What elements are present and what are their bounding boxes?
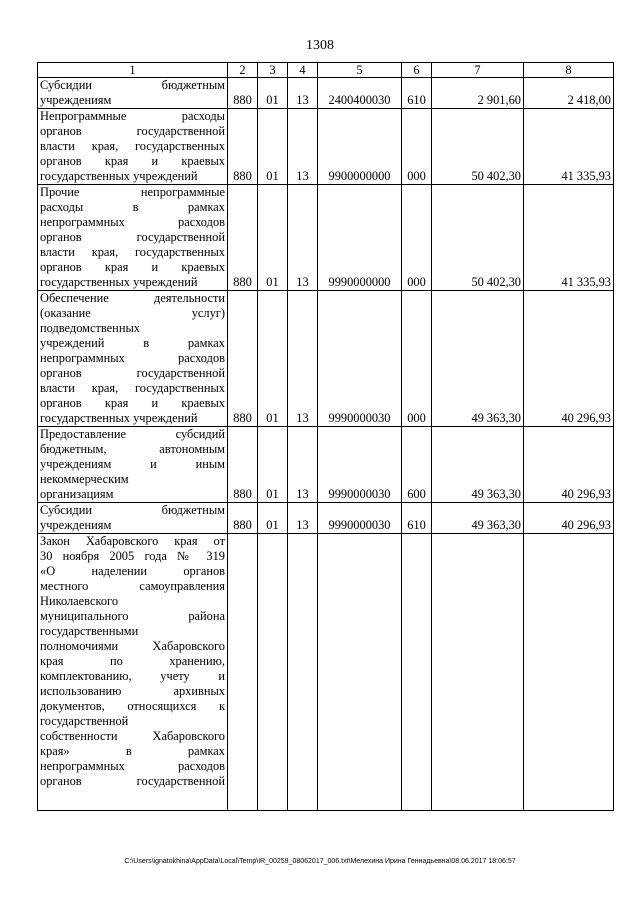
description-line: учреждений в рамках bbox=[40, 336, 225, 350]
subsection-cell: 13 bbox=[288, 503, 318, 534]
header-cell: 4 bbox=[288, 63, 318, 78]
description-line: государственных учреждений bbox=[40, 275, 198, 289]
subsection-cell: 13 bbox=[288, 427, 318, 503]
description-line: комплектованию, учету и bbox=[40, 669, 225, 683]
description-line: полномочиями Хабаровского bbox=[40, 639, 225, 653]
description-line: расходы в рамках bbox=[40, 200, 225, 214]
description-line: учреждениям bbox=[40, 518, 112, 532]
budget-table bbox=[37, 62, 614, 811]
description-line: органов государственной bbox=[40, 366, 225, 380]
subsection-cell: 13 bbox=[288, 185, 318, 291]
row-description bbox=[38, 109, 228, 185]
table-row bbox=[38, 109, 614, 185]
description-line: государственными bbox=[40, 624, 139, 638]
description-line: органов государственной bbox=[40, 774, 225, 788]
target-article-cell: 9990000030 bbox=[318, 427, 402, 503]
empty-cell bbox=[288, 534, 318, 811]
table-row bbox=[38, 185, 614, 291]
header-row bbox=[38, 63, 614, 78]
description-line: Предоставление субсидий bbox=[40, 427, 225, 441]
header-cell: 2 bbox=[228, 63, 258, 78]
target-article-cell: 9990000030 bbox=[318, 503, 402, 534]
row-description bbox=[38, 534, 228, 811]
row-description bbox=[38, 185, 228, 291]
header-cell: 1 bbox=[38, 63, 228, 78]
header-cell: 3 bbox=[258, 63, 288, 78]
description-line: Закон Хабаровского края от bbox=[40, 534, 225, 548]
description-line: подведомственных bbox=[40, 321, 140, 335]
empty-cell bbox=[228, 534, 258, 811]
executed-amount-cell: 41 335,93 bbox=[524, 185, 614, 291]
subsection-cell: 13 bbox=[288, 109, 318, 185]
expense-type-cell: 600 bbox=[402, 427, 432, 503]
planned-amount-cell: 49 363,30 bbox=[432, 427, 524, 503]
empty-cell bbox=[524, 534, 614, 811]
row-description bbox=[38, 291, 228, 427]
target-article-cell: 2400400030 bbox=[318, 78, 402, 109]
executed-amount-cell: 40 296,93 bbox=[524, 427, 614, 503]
section-cell: 01 bbox=[258, 185, 288, 291]
executed-amount-cell: 41 335,93 bbox=[524, 109, 614, 185]
table-body bbox=[38, 78, 614, 811]
description-line: документов, относящихся к bbox=[40, 699, 225, 713]
table-row bbox=[38, 78, 614, 109]
target-article-cell: 9900000000 bbox=[318, 109, 402, 185]
description-line: Непрограммные расходы bbox=[40, 109, 225, 123]
description-line: власти края, государственных bbox=[40, 381, 225, 395]
admin-code-cell: 880 bbox=[228, 185, 258, 291]
section-cell: 01 bbox=[258, 109, 288, 185]
description-line: Субсидии бюджетным bbox=[40, 503, 225, 517]
description-line: органов государственной bbox=[40, 124, 225, 138]
row-description bbox=[38, 78, 228, 109]
admin-code-cell: 880 bbox=[228, 503, 258, 534]
planned-amount-cell: 2 901,60 bbox=[432, 78, 524, 109]
header-cell: 5 bbox=[318, 63, 402, 78]
description-line: Субсидии бюджетным bbox=[40, 78, 225, 92]
table-row bbox=[38, 427, 614, 503]
table-row-continued bbox=[38, 534, 614, 811]
empty-cell bbox=[258, 534, 288, 811]
description-line: власти края, государственных bbox=[40, 245, 225, 259]
empty-cell bbox=[402, 534, 432, 811]
description-line: края по хранению, bbox=[40, 654, 225, 668]
description-line: непрограммных расходов bbox=[40, 215, 225, 229]
description-line: муниципального района bbox=[40, 609, 225, 623]
empty-cell bbox=[318, 534, 402, 811]
footer-path: C:\Users\ignatokhina\AppData\Local\Temp\IR_00259_08062017_006.txt\Мелехина Ирина Геннадьевна\08.06.2017 18:06:57 bbox=[124, 858, 516, 865]
description-line: органов государственной bbox=[40, 230, 225, 244]
description-line: некоммерческим bbox=[40, 472, 129, 486]
executed-amount-cell: 40 296,93 bbox=[524, 291, 614, 427]
description-line: непрограммных расходов bbox=[40, 759, 225, 773]
header-cell: 6 bbox=[402, 63, 432, 78]
description-line: власти края, государственных bbox=[40, 139, 225, 153]
description-line: (оказание услуг) bbox=[40, 306, 225, 320]
description-line: органов края и краевых bbox=[40, 260, 225, 274]
description-line: использованию архивных bbox=[40, 684, 225, 698]
expense-type-cell: 000 bbox=[402, 291, 432, 427]
description-line: «О наделении органов bbox=[40, 564, 225, 578]
expense-type-cell: 610 bbox=[402, 503, 432, 534]
description-line: Обеспечение деятельности bbox=[40, 291, 225, 305]
admin-code-cell: 880 bbox=[228, 109, 258, 185]
description-line: государственных учреждений bbox=[40, 169, 198, 183]
table-row bbox=[38, 291, 614, 427]
header-cell: 7 bbox=[432, 63, 524, 78]
admin-code-cell: 880 bbox=[228, 291, 258, 427]
executed-amount-cell: 2 418,00 bbox=[524, 78, 614, 109]
subsection-cell: 13 bbox=[288, 78, 318, 109]
empty-cell bbox=[432, 534, 524, 811]
description-line: края» в рамках bbox=[40, 744, 225, 758]
table-row bbox=[38, 503, 614, 534]
expense-type-cell: 610 bbox=[402, 78, 432, 109]
description-line: собственности Хабаровского bbox=[40, 729, 225, 743]
section-cell: 01 bbox=[258, 78, 288, 109]
description-line: органов края и краевых bbox=[40, 154, 225, 168]
subsection-cell: 13 bbox=[288, 291, 318, 427]
description-line: 30 ноября 2005 года № 319 bbox=[40, 549, 225, 563]
description-line: организациям bbox=[40, 487, 114, 501]
description-line: учреждениям и иным bbox=[40, 457, 225, 471]
description-line: Николаевского bbox=[40, 594, 119, 608]
planned-amount-cell: 50 402,30 bbox=[432, 185, 524, 291]
admin-code-cell: 880 bbox=[228, 78, 258, 109]
expense-type-cell: 000 bbox=[402, 109, 432, 185]
target-article-cell: 9990000030 bbox=[318, 291, 402, 427]
description-line: бюджетным, автономным bbox=[40, 442, 225, 456]
executed-amount-cell: 40 296,93 bbox=[524, 503, 614, 534]
description-line: учреждениям bbox=[40, 93, 112, 107]
expense-type-cell: 000 bbox=[402, 185, 432, 291]
planned-amount-cell: 49 363,30 bbox=[432, 503, 524, 534]
section-cell: 01 bbox=[258, 503, 288, 534]
planned-amount-cell: 49 363,30 bbox=[432, 291, 524, 427]
description-line: непрограммных расходов bbox=[40, 351, 225, 365]
description-line: Прочие непрограммные bbox=[40, 185, 225, 199]
row-description bbox=[38, 427, 228, 503]
page-number: 1308 bbox=[306, 38, 334, 53]
description-line: государственной bbox=[40, 714, 129, 728]
row-description bbox=[38, 503, 228, 534]
description-line: государственных учреждений bbox=[40, 411, 198, 425]
admin-code-cell: 880 bbox=[228, 427, 258, 503]
section-cell: 01 bbox=[258, 291, 288, 427]
header-cell: 8 bbox=[524, 63, 614, 78]
planned-amount-cell: 50 402,30 bbox=[432, 109, 524, 185]
section-cell: 01 bbox=[258, 427, 288, 503]
description-line: местного самоуправления bbox=[40, 579, 225, 593]
target-article-cell: 9990000000 bbox=[318, 185, 402, 291]
description-line: органов края и краевых bbox=[40, 396, 225, 410]
